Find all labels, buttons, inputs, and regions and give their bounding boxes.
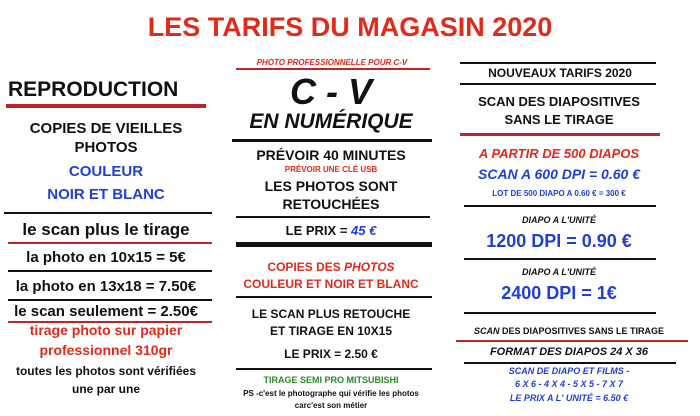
prix-cv-thick-rule bbox=[236, 242, 432, 247]
tirage-line-2: professionnel 310gr bbox=[39, 342, 173, 358]
scan-films-line-1: SCAN DE DIAPO ET FILMS - bbox=[508, 366, 630, 376]
couleur-nb-rule bbox=[236, 296, 432, 298]
price-10x15-rule bbox=[8, 270, 212, 272]
prix2-rule bbox=[236, 368, 432, 370]
verif-line-1: toutes les photos sont vérifiées bbox=[15, 364, 197, 378]
photo-pro-label: PHOTO PROFESSIONNELLE POUR C-V bbox=[256, 58, 408, 67]
numerique-underline bbox=[232, 139, 432, 142]
diapo-unite-label-2: DIAPO A L'UNITÉ bbox=[522, 267, 596, 277]
photos-sont-line: LES PHOTOS SONT bbox=[264, 178, 398, 194]
tirage-semi-pro: TIRAGE SEMI PRO MITSUBISHI bbox=[263, 375, 399, 385]
format-diapos: FORMAT DES DIAPOS 24 X 36 bbox=[489, 346, 649, 358]
scan-dia-line-1: SCAN DES DIAPOSITIVES bbox=[478, 94, 640, 109]
reproduction-heading: REPRODUCTION bbox=[8, 78, 179, 101]
scan-retouche-line-2: ET TIRAGE EN 10X15 bbox=[269, 324, 393, 338]
scan-dia-line-2: SANS LE TIRAGE bbox=[504, 112, 614, 127]
nouveaux-bottom-rule bbox=[460, 83, 656, 85]
copies-photos-row bbox=[226, 260, 436, 274]
scan-plus-tirage: le scan plus le tirage bbox=[22, 220, 190, 239]
retouchees-line: RETOUCHÉES bbox=[282, 196, 380, 212]
prix-cv-value: 45 € bbox=[351, 223, 377, 238]
diapo-unite-label-1: DIAPO A L'UNITÉ bbox=[522, 215, 596, 225]
scan-sans-tirage-underline bbox=[456, 340, 688, 342]
a-partir-500: A PARTIR DE 500 DIAPOS bbox=[478, 146, 640, 161]
cv-heading: C - V bbox=[289, 71, 372, 112]
prix-scan-retouche: LE PRIX = 2.50 € bbox=[284, 347, 378, 361]
noir-et-blanc-label: NOIR ET BLANC bbox=[47, 186, 165, 203]
price-13x18-rule bbox=[8, 299, 212, 301]
scan-plus-tirage-underline bbox=[8, 242, 212, 244]
couleur-noir-blanc-line: COULEUR ET NOIR ET BLANC bbox=[243, 277, 419, 291]
price-2400-dpi: 2400 DPI = 1€ bbox=[501, 283, 617, 303]
nouveaux-tarifs-heading: NOUVEAUX TARIFS 2020 bbox=[488, 66, 632, 80]
en-numerique-heading: EN NUMÉRIQUE bbox=[249, 110, 413, 133]
copies-des-label: COPIES DES bbox=[267, 260, 345, 274]
prix-cv-row bbox=[226, 223, 436, 238]
scan-600-dpi: SCAN A 600 DPI = 0.60 € bbox=[478, 166, 640, 182]
scan-word: SCAN bbox=[473, 326, 500, 336]
scan-sans-tirage-row bbox=[450, 326, 688, 336]
tirage-line-1: tirage photo sur papier bbox=[29, 322, 183, 338]
scan-sans-tirage-text: DES DIAPOSITIVES SANS LE TIRAGE bbox=[499, 326, 665, 336]
format-rule bbox=[464, 362, 676, 364]
nouveaux-top-rule bbox=[460, 62, 656, 64]
scan-films-line-3: LE PRIX A L' UNITÉ = 6.50 € bbox=[509, 393, 629, 403]
left-divider bbox=[4, 212, 212, 214]
scan-dia-underline bbox=[460, 133, 660, 136]
reproduction-underline bbox=[6, 104, 206, 108]
prevoir-cle-usb: PRÉVOIR UNE CLÉ USB bbox=[284, 165, 378, 174]
verif-line-2: une par une bbox=[71, 382, 140, 396]
photos-word: PHOTOS bbox=[344, 260, 395, 274]
scan-retouche-line-1: LE SCAN PLUS RETOUCHE bbox=[251, 307, 411, 321]
price-1200-dpi: 1200 DPI = 0.90 € bbox=[486, 231, 632, 251]
copies-line-1: COPIES DE VIEILLES bbox=[29, 120, 183, 137]
page-title: LES TARIFS DU MAGASIN 2020 bbox=[147, 12, 553, 42]
price-1200-rule bbox=[464, 258, 656, 260]
price-13x18: la photo en 13x18 = 7.50€ bbox=[15, 278, 197, 295]
lot-rule bbox=[464, 205, 656, 207]
price-10x15: la photo en 10x15 = 5€ bbox=[26, 249, 186, 266]
copies-line-2: PHOTOS bbox=[74, 139, 138, 156]
prevoir-minutes: PRÉVOIR 40 MINUTES bbox=[256, 147, 406, 163]
ps-line-1: PS -c'est le photographe qui vérifie les photos bbox=[243, 389, 419, 398]
price-2400-rule bbox=[464, 312, 656, 314]
lot-500-diapo: LOT DE 500 DIAPO A 0.60 € = 300 € bbox=[492, 189, 626, 198]
scan-films-line-2: 6 X 6 - 4 X 4 - 5 X 5 - 7 X 7 bbox=[514, 379, 624, 389]
ps-line-2: carc'est son métier bbox=[294, 401, 368, 410]
scan-seulement: le scan seulement = 2.50€ bbox=[14, 303, 198, 320]
prix-cv-label: LE PRIX = bbox=[285, 223, 352, 238]
couleur-label: COULEUR bbox=[68, 163, 144, 180]
photo-pro-underline bbox=[236, 68, 430, 70]
retouchees-rule bbox=[236, 216, 430, 218]
